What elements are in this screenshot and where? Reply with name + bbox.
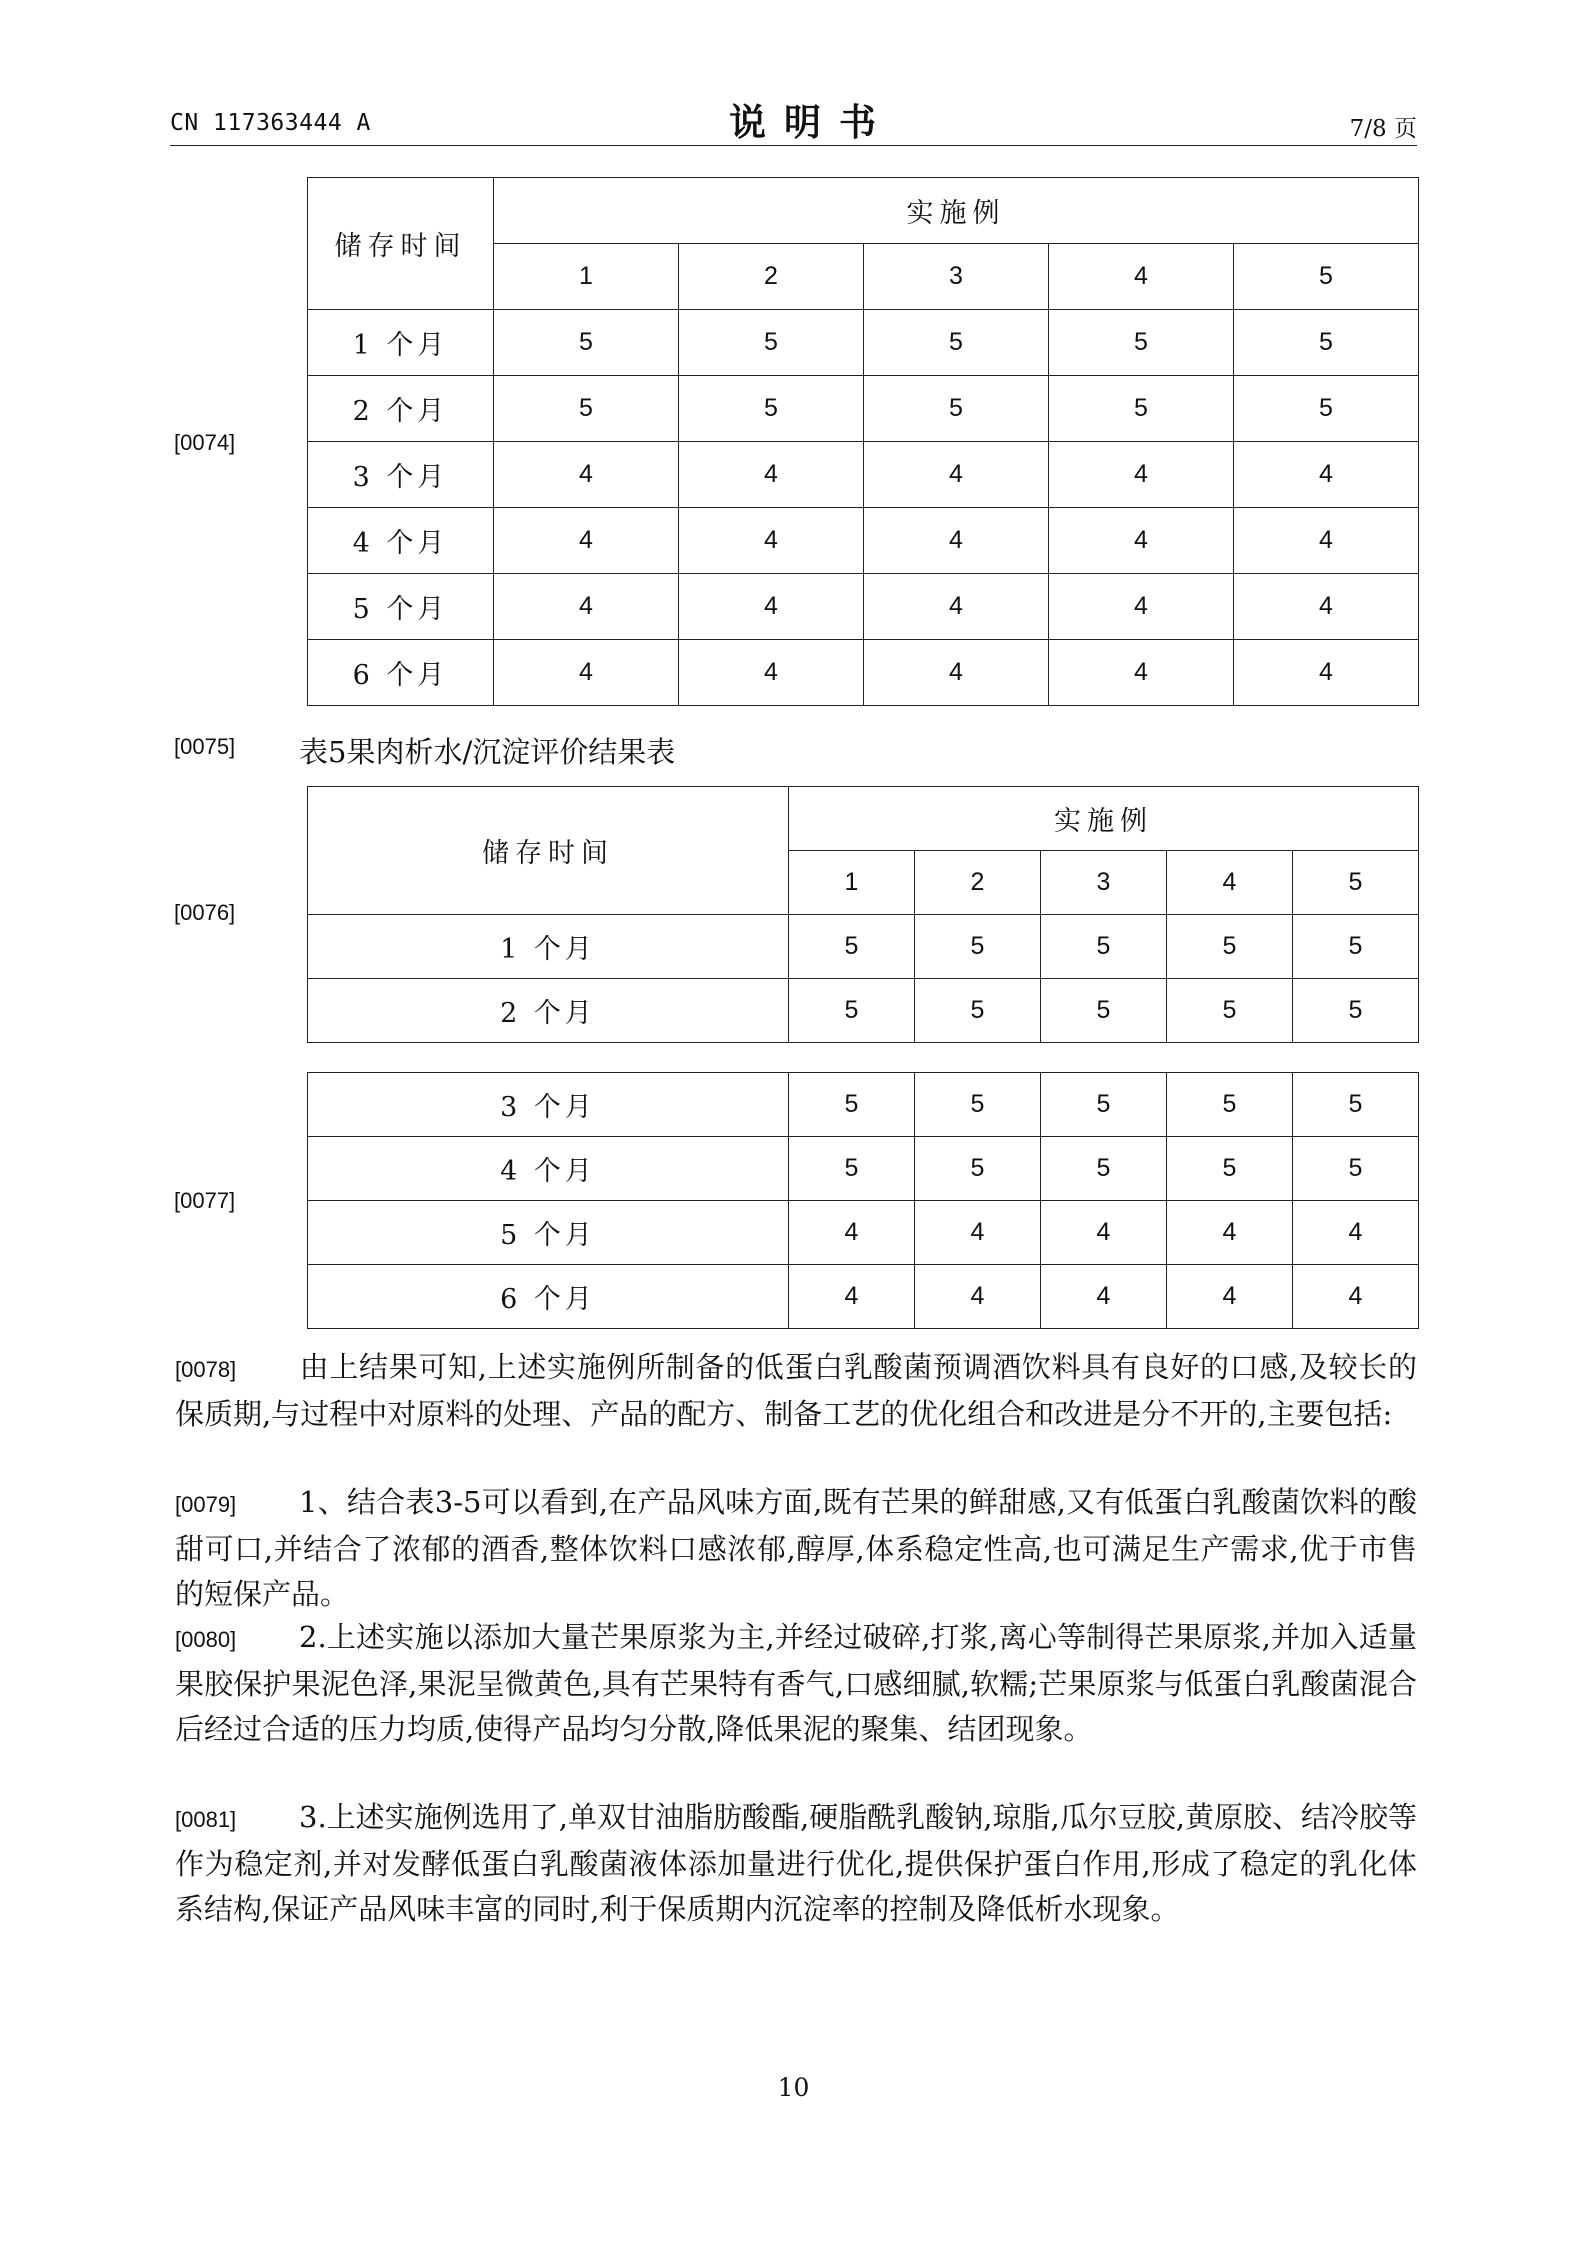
table-cell: 5 xyxy=(915,915,1041,979)
row-label: 6 个月 xyxy=(308,1265,789,1329)
table-cell: 4 xyxy=(1049,640,1234,706)
table-cell: 4 xyxy=(1049,574,1234,640)
table-cell: 4 xyxy=(679,442,864,508)
table-row xyxy=(308,442,1419,508)
row-label: 4 个月 xyxy=(308,508,494,574)
table-cell: 4 xyxy=(1234,442,1419,508)
table-cell: 4 xyxy=(494,442,679,508)
table-cell: 4 xyxy=(494,574,679,640)
table-5-part-a xyxy=(307,786,1419,1043)
page-indicator: 7/8 页 xyxy=(1349,116,1417,142)
table-row xyxy=(308,508,1419,574)
column-header: 5 xyxy=(1234,244,1419,310)
column-header: 1 xyxy=(789,851,915,915)
page-title: 说明书 xyxy=(729,100,894,144)
table-cell: 5 xyxy=(789,1137,915,1201)
table-cell: 4 xyxy=(1234,640,1419,706)
page-number: 10 xyxy=(777,2073,810,2102)
patent-number: CN 117363444 A xyxy=(170,110,371,136)
table-cell: 4 xyxy=(1167,1201,1293,1265)
column-header: 1 xyxy=(494,244,679,310)
table-cell: 4 xyxy=(915,1201,1041,1265)
paragraph-text: 由上结果可知,上述实施例所制备的低蛋白乳酸菌预调酒饮料具有良好的口感,及较长的保质期,与过程中对原料的处理、产品的配方、制备工艺的优化组合和改进是分不开的,主要包括: xyxy=(175,1350,1417,1431)
table-cell: 4 xyxy=(864,442,1049,508)
column-header: 4 xyxy=(1049,244,1234,310)
table-cell: 5 xyxy=(1041,979,1167,1043)
paragraph-number: [0077] xyxy=(174,1188,236,1213)
table-row xyxy=(308,915,1419,979)
group-header-cell: 实施例 xyxy=(494,178,1419,244)
paragraph-text: 2.上述实施以添加大量芒果原浆为主,并经过破碎,打浆,离心等制得芒果原浆,并加入适量果胶保护果泥色泽,果泥呈微黄色,具有芒果特有香气,口感细腻,软糯;芒果原浆与低蛋白乳酸菌混合后经过合适的压力均质,使得产品均匀分散,降低果泥的聚集、结团现象。 xyxy=(175,1620,1417,1746)
table-cell: 4 xyxy=(1234,508,1419,574)
table-cell: 4 xyxy=(494,640,679,706)
table-cell: 4 xyxy=(864,574,1049,640)
table-row xyxy=(308,1265,1419,1329)
table-cell: 5 xyxy=(864,310,1049,376)
paragraph-0078 xyxy=(175,1345,1417,1437)
table-cell: 4 xyxy=(1167,1265,1293,1329)
table-cell: 4 xyxy=(679,574,864,640)
table-cell: 5 xyxy=(1293,915,1419,979)
row-label: 1 个月 xyxy=(308,915,789,979)
table-row xyxy=(308,310,1419,376)
group-header-cell: 实施例 xyxy=(789,787,1419,851)
paragraph-number: [0076] xyxy=(174,900,236,925)
table-cell: 4 xyxy=(1234,574,1419,640)
table-row xyxy=(308,979,1419,1043)
table-cell: 5 xyxy=(1167,1073,1293,1137)
row-header-cell: 储存时间 xyxy=(308,787,789,915)
table-header-row xyxy=(308,787,1419,851)
table-cell: 4 xyxy=(1049,508,1234,574)
table-cell: 5 xyxy=(1041,915,1167,979)
paragraph-number: [0081] xyxy=(175,1807,237,1832)
table-cell: 5 xyxy=(679,376,864,442)
table-cell: 5 xyxy=(789,979,915,1043)
column-header: 2 xyxy=(679,244,864,310)
table-caption: 表5果肉析水/沉淀评价结果表 xyxy=(299,735,676,769)
table-cell: 5 xyxy=(1041,1137,1167,1201)
paragraph-number: [0074] xyxy=(174,430,236,455)
paragraph-0079 xyxy=(175,1480,1417,1617)
table-5-part-b xyxy=(307,1072,1419,1329)
table-cell: 5 xyxy=(1167,1137,1293,1201)
table-4 xyxy=(307,177,1419,706)
paragraph-number: [0075] xyxy=(174,734,236,759)
table-row xyxy=(308,1201,1419,1265)
table-cell: 4 xyxy=(789,1265,915,1329)
table-cell: 5 xyxy=(864,376,1049,442)
table-cell: 5 xyxy=(679,310,864,376)
table-cell: 5 xyxy=(915,979,1041,1043)
table-cell: 4 xyxy=(1293,1265,1419,1329)
row-label: 6 个月 xyxy=(308,640,494,706)
table-cell: 5 xyxy=(1049,310,1234,376)
table-cell: 4 xyxy=(789,1201,915,1265)
table-cell: 4 xyxy=(679,508,864,574)
table-cell: 5 xyxy=(1167,915,1293,979)
table-row xyxy=(308,574,1419,640)
header-divider xyxy=(170,145,1417,146)
table-cell: 5 xyxy=(789,915,915,979)
table-cell: 4 xyxy=(679,640,864,706)
table-header-row xyxy=(308,178,1419,244)
column-header: 4 xyxy=(1167,851,1293,915)
row-header-cell: 储存时间 xyxy=(308,178,494,310)
paragraph-number: [0078] xyxy=(175,1357,237,1382)
row-label: 4 个月 xyxy=(308,1137,789,1201)
table-cell: 5 xyxy=(494,376,679,442)
row-label: 3 个月 xyxy=(308,1073,789,1137)
row-label: 5 个月 xyxy=(308,574,494,640)
table-row xyxy=(308,1137,1419,1201)
table-cell: 5 xyxy=(1234,376,1419,442)
table-cell: 4 xyxy=(494,508,679,574)
table-cell: 5 xyxy=(1293,1137,1419,1201)
table-row xyxy=(308,376,1419,442)
row-label: 1 个月 xyxy=(308,310,494,376)
table-cell: 4 xyxy=(1049,442,1234,508)
table-cell: 4 xyxy=(864,508,1049,574)
column-header: 3 xyxy=(1041,851,1167,915)
table-row xyxy=(308,1073,1419,1137)
paragraph-0080 xyxy=(175,1615,1417,1752)
table-cell: 5 xyxy=(1167,979,1293,1043)
column-header: 2 xyxy=(915,851,1041,915)
paragraph-text: 1、结合表3-5可以看到,在产品风味方面,既有芒果的鲜甜感,又有低蛋白乳酸菌饮料的酸甜可口,并结合了浓郁的酒香,整体饮料口感浓郁,醇厚,体系稳定性高,也可满足生产需求,优于市售的短保产品。 xyxy=(175,1485,1417,1611)
table-cell: 4 xyxy=(1041,1201,1167,1265)
table-cell: 5 xyxy=(494,310,679,376)
row-label: 5 个月 xyxy=(308,1201,789,1265)
row-label: 2 个月 xyxy=(308,979,789,1043)
table-cell: 5 xyxy=(915,1137,1041,1201)
table-cell: 4 xyxy=(1293,1201,1419,1265)
paragraph-number: [0079] xyxy=(175,1492,237,1517)
paragraph-number: [0080] xyxy=(175,1627,237,1652)
paragraph-0081 xyxy=(175,1795,1417,1932)
table-cell: 5 xyxy=(1293,1073,1419,1137)
row-label: 3 个月 xyxy=(308,442,494,508)
table-cell: 5 xyxy=(915,1073,1041,1137)
table-cell: 5 xyxy=(1041,1073,1167,1137)
table-cell: 5 xyxy=(1049,376,1234,442)
column-header: 3 xyxy=(864,244,1049,310)
table-cell: 5 xyxy=(1234,310,1419,376)
table-cell: 5 xyxy=(789,1073,915,1137)
row-label: 2 个月 xyxy=(308,376,494,442)
table-row xyxy=(308,640,1419,706)
paragraph-text: 3.上述实施例选用了,单双甘油脂肪酸酯,硬脂酰乳酸钠,琼脂,瓜尔豆胶,黄原胶、结冷胶等作为稳定剂,并对发酵低蛋白乳酸菌液体添加量进行优化,提供保护蛋白作用,形成了稳定的乳化体系结构,保证产品风味丰富的同时,利于保质期内沉淀率的控制及降低析水现象。 xyxy=(175,1800,1417,1926)
table-cell: 4 xyxy=(1041,1265,1167,1329)
column-header: 5 xyxy=(1293,851,1419,915)
table-cell: 4 xyxy=(864,640,1049,706)
table-cell: 4 xyxy=(915,1265,1041,1329)
table-cell: 5 xyxy=(1293,979,1419,1043)
